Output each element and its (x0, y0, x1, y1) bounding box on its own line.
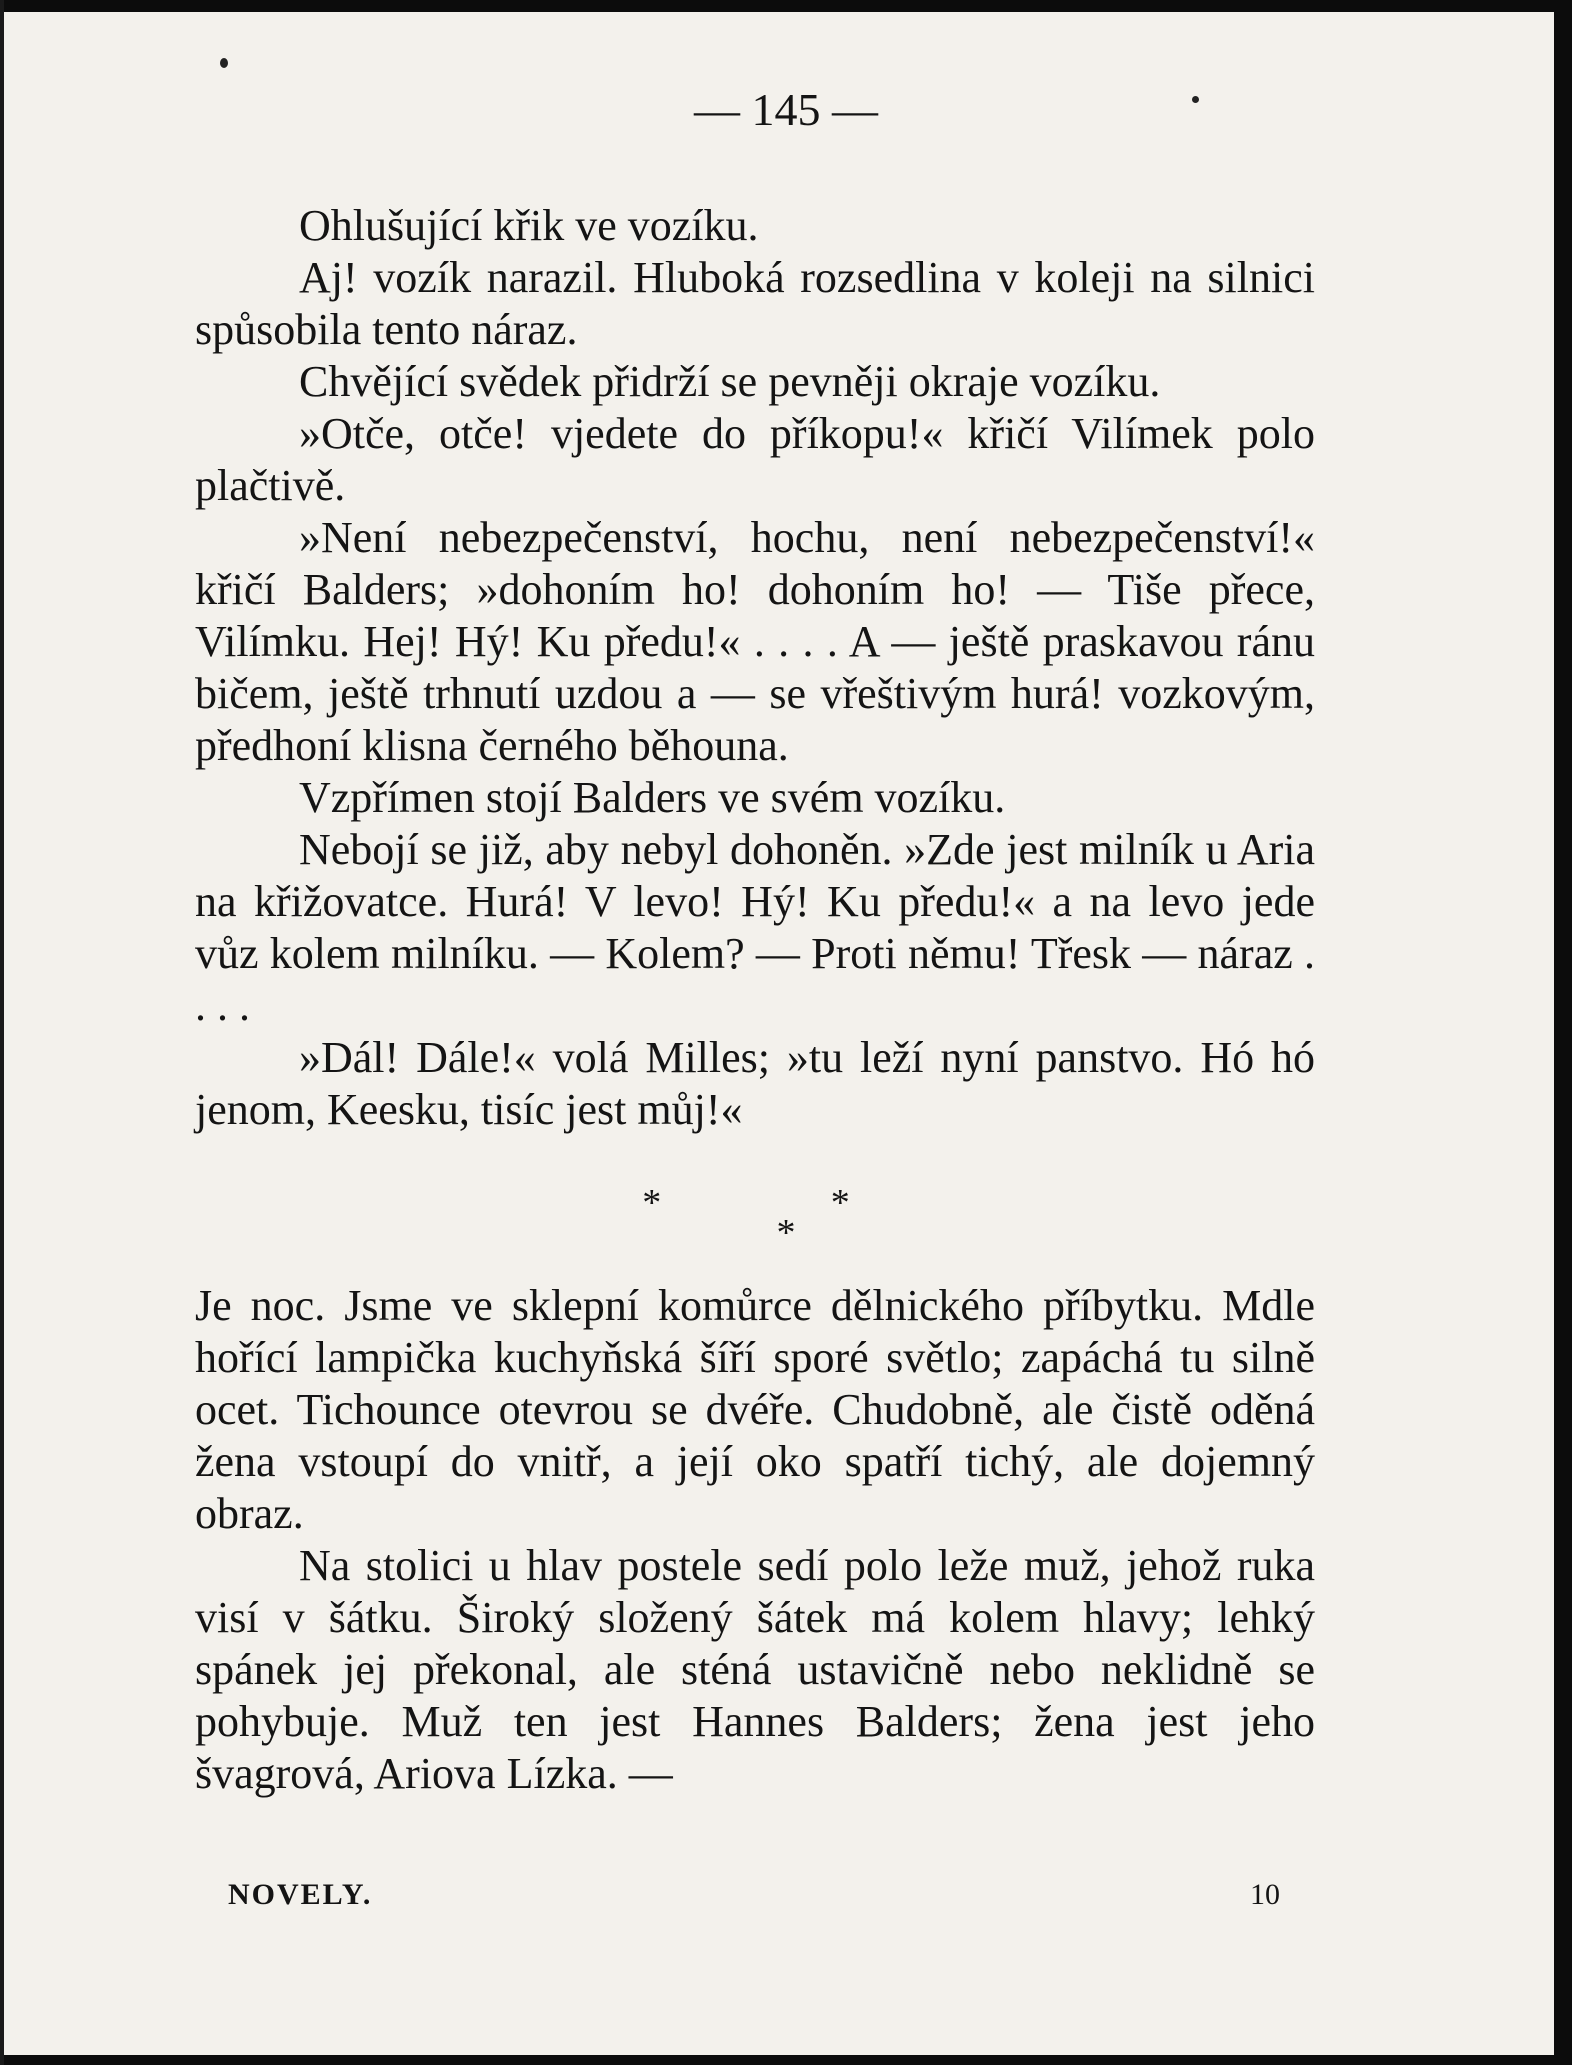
text-section-2 (195, 1280, 1315, 1800)
paragraph: Vzpřímen stojí Balders ve svém vozíku. (299, 773, 1006, 822)
paragraph: Nebojí se již, aby nebyl dohoněn. »Zde jest milník u Aria na křižovatce. Hurá! V levo! Hý! Ku předu!« a na levo jede vůz kolem milníku. — Kolem? — Proti němu! Třesk — náraz . . . . (195, 825, 1315, 1030)
paragraph: Ohlušující křik ve vozíku. (299, 201, 759, 250)
separator-row: * * (642, 1182, 930, 1224)
paragraph: Je noc. Jsme ve sklepní komůrce dělnického příbytku. Mdle hořící lampička kuchyňská šíří sporé světlo; zapáchá tu silně ocet. Tichounce otevrou se dvéře. Chudobně, ale čistě oděná žena vstoupí do vnitř, a její oko spatří tichý, ale dojemný obraz. (195, 1281, 1315, 1538)
scan-border-bottom (0, 2055, 1572, 2065)
text-section-1 (195, 200, 1315, 1136)
scan-border-right (1554, 0, 1572, 2065)
section-separator-asterisks (0, 1182, 1572, 1254)
ink-speck (220, 58, 228, 68)
signature-mark: NOVELY. (228, 1878, 373, 1911)
separator-row: * (776, 1212, 876, 1254)
page-number: — 145 — (694, 84, 878, 135)
scan-border-left (0, 0, 4, 2065)
paragraph: »Dál! Dále!« volá Milles; »tu leží nyní panstvo. Hó hó jenom, Keesku, tisíc jest můj!« (195, 1033, 1315, 1134)
paragraph: »Otče, otče! vjedete do příkopu!« křičí Vilímek polo plačtivě. (195, 409, 1315, 510)
scan-border-top (0, 0, 1572, 12)
paragraph: »Není nebezpečenství, hochu, není nebezpečenství!« křičí Balders; »dohoním ho! dohoním ho! — Tiše přece, Vilímku. Hej! Hý! Ku předu!« . . . . A — ještě praskavou ránu bičem, ještě trhnutí uzdou a — se vřeštivým hurá! vozkovým, předhoní klisna černého běhouna. (195, 513, 1315, 770)
paragraph: Chvějící svědek přidrží se pevněji okraje vozíku. (299, 357, 1161, 406)
sheet-number: 10 (1250, 1878, 1280, 1911)
paragraph: Aj! vozík narazil. Hluboká rozsedlina v koleji na silnici spůsobila tento náraz. (195, 253, 1315, 354)
paragraph: Na stolici u hlav postele sedí polo leže muž, jehož ruka visí v šátku. Široký složený šátek má kolem hlavy; lehký spánek jej překonal, ale sténá ustavičně nebo neklidně se pohybuje. Muž ten jest Hannes Balders; žena jest jeho švagrová, Ariova Lízka. — (195, 1541, 1315, 1798)
